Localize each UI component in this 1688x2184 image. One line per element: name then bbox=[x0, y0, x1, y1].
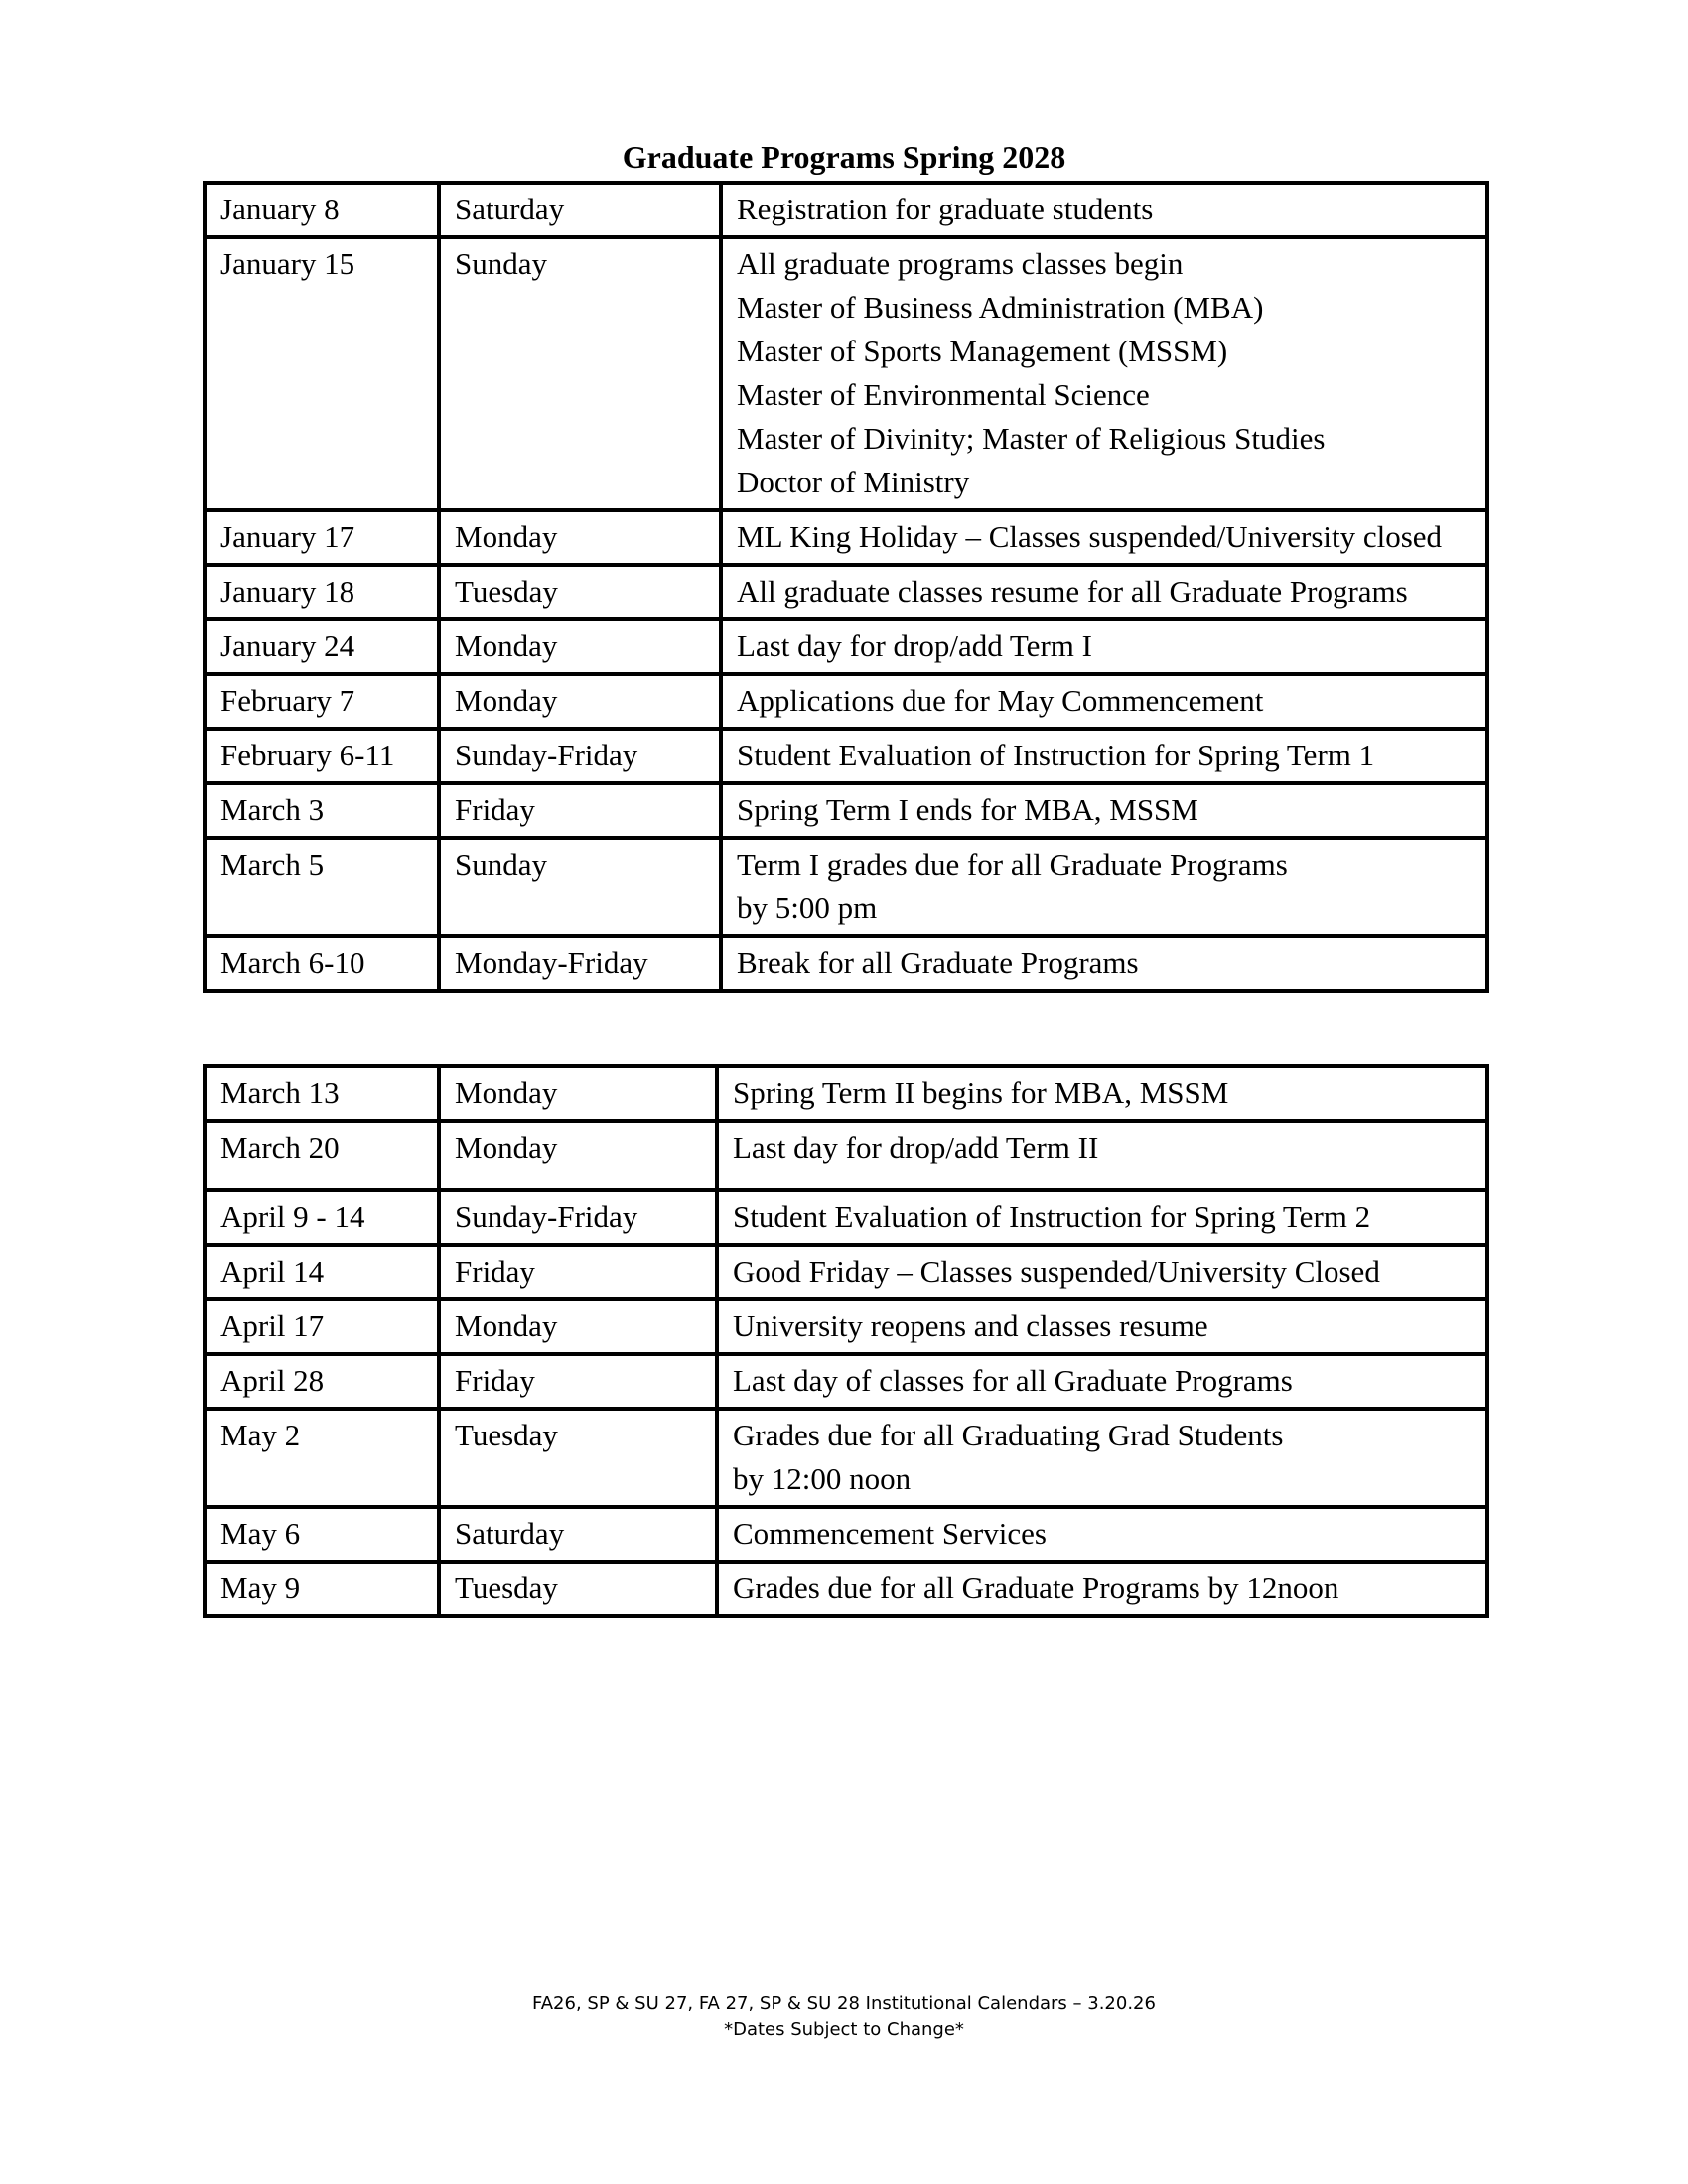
date-cell: March 13 bbox=[205, 1066, 439, 1121]
table-row bbox=[205, 510, 1487, 565]
date-cell: January 15 bbox=[205, 237, 439, 510]
table-row bbox=[205, 1066, 1487, 1121]
event-cell: ML King Holiday – Classes suspended/University closed bbox=[721, 510, 1487, 565]
table-row bbox=[205, 674, 1487, 729]
footer-disclaimer: *Dates Subject to Change* bbox=[724, 2019, 964, 2040]
event-cell: All graduate classes resume for all Graduate Programs bbox=[721, 565, 1487, 619]
date-cell: April 14 bbox=[205, 1245, 439, 1299]
event-cell: Last day for drop/add Term II bbox=[717, 1121, 1487, 1190]
day-cell: Monday bbox=[439, 1121, 717, 1190]
table-row bbox=[205, 1299, 1487, 1354]
date-cell: April 9 - 14 bbox=[205, 1190, 439, 1245]
table-row bbox=[205, 1245, 1487, 1299]
date-cell: March 20 bbox=[205, 1121, 439, 1190]
table-row bbox=[205, 729, 1487, 783]
day-cell: Tuesday bbox=[439, 1562, 717, 1616]
day-cell: Monday bbox=[439, 674, 721, 729]
event-cell: Registration for graduate students bbox=[721, 183, 1487, 237]
event-cell: Applications due for May Commencement bbox=[721, 674, 1487, 729]
event-cell: Student Evaluation of Instruction for Spring Term 2 bbox=[717, 1190, 1487, 1245]
date-cell: April 28 bbox=[205, 1354, 439, 1409]
date-cell: January 24 bbox=[205, 619, 439, 674]
page-title: Graduate Programs Spring 2028 bbox=[622, 139, 1066, 175]
event-cell: Spring Term II begins for MBA, MSSM bbox=[717, 1066, 1487, 1121]
event-cell: Spring Term I ends for MBA, MSSM bbox=[721, 783, 1487, 838]
day-cell: Sunday bbox=[439, 838, 721, 936]
table-row bbox=[205, 1409, 1487, 1507]
event-cell: Last day for drop/add Term I bbox=[721, 619, 1487, 674]
table-row bbox=[205, 237, 1487, 510]
date-cell: March 5 bbox=[205, 838, 439, 936]
event-cell: Good Friday – Classes suspended/University Closed bbox=[717, 1245, 1487, 1299]
day-cell: Monday bbox=[439, 619, 721, 674]
date-cell: January 18 bbox=[205, 565, 439, 619]
day-cell: Monday bbox=[439, 1066, 717, 1121]
table-row bbox=[205, 1121, 1487, 1190]
date-cell: January 8 bbox=[205, 183, 439, 237]
event-cell: Grades due for all Graduate Programs by 12noon bbox=[717, 1562, 1487, 1616]
date-cell: April 17 bbox=[205, 1299, 439, 1354]
calendar-table-term-1 bbox=[203, 181, 1489, 993]
event-cell: Commencement Services bbox=[717, 1507, 1487, 1562]
date-cell: May 6 bbox=[205, 1507, 439, 1562]
day-cell: Sunday-Friday bbox=[439, 1190, 717, 1245]
date-cell: March 6-10 bbox=[205, 936, 439, 991]
day-cell: Tuesday bbox=[439, 565, 721, 619]
table-row bbox=[205, 1354, 1487, 1409]
event-cell: All graduate programs classes begin Master of Business Administration (MBA) Master of Sports Management (MSSM) Master of Environmental Science Master of Divinity; Master of Religious Studies Doctor of Ministry bbox=[721, 237, 1487, 510]
date-cell: February 7 bbox=[205, 674, 439, 729]
day-cell: Tuesday bbox=[439, 1409, 717, 1507]
table-row bbox=[205, 565, 1487, 619]
table-row bbox=[205, 183, 1487, 237]
event-cell: Student Evaluation of Instruction for Spring Term 1 bbox=[721, 729, 1487, 783]
table-row bbox=[205, 619, 1487, 674]
day-cell: Friday bbox=[439, 1354, 717, 1409]
table-row bbox=[205, 936, 1487, 991]
day-cell: Monday bbox=[439, 510, 721, 565]
table-row bbox=[205, 1190, 1487, 1245]
table-row bbox=[205, 838, 1487, 936]
event-cell: Term I grades due for all Graduate Programs by 5:00 pm bbox=[721, 838, 1487, 936]
day-cell: Friday bbox=[439, 783, 721, 838]
footer-calendar-version: FA26, SP & SU 27, FA 27, SP & SU 28 Institutional Calendars – 3.20.26 bbox=[532, 1993, 1156, 2014]
event-cell: Break for all Graduate Programs bbox=[721, 936, 1487, 991]
day-cell: Friday bbox=[439, 1245, 717, 1299]
day-cell: Saturday bbox=[439, 1507, 717, 1562]
page-footer bbox=[199, 1991, 1489, 2043]
event-cell: University reopens and classes resume bbox=[717, 1299, 1487, 1354]
date-cell: February 6-11 bbox=[205, 729, 439, 783]
day-cell: Sunday bbox=[439, 237, 721, 510]
table-row bbox=[205, 783, 1487, 838]
table-row bbox=[205, 1562, 1487, 1616]
event-cell: Grades due for all Graduating Grad Students by 12:00 noon bbox=[717, 1409, 1487, 1507]
day-cell: Monday-Friday bbox=[439, 936, 721, 991]
day-cell: Saturday bbox=[439, 183, 721, 237]
date-cell: May 9 bbox=[205, 1562, 439, 1616]
date-cell: May 2 bbox=[205, 1409, 439, 1507]
date-cell: March 3 bbox=[205, 783, 439, 838]
calendar-table-term-2 bbox=[203, 1064, 1489, 1618]
table-row bbox=[205, 1507, 1487, 1562]
date-cell: January 17 bbox=[205, 510, 439, 565]
event-cell: Last day of classes for all Graduate Programs bbox=[717, 1354, 1487, 1409]
day-cell: Sunday-Friday bbox=[439, 729, 721, 783]
day-cell: Monday bbox=[439, 1299, 717, 1354]
